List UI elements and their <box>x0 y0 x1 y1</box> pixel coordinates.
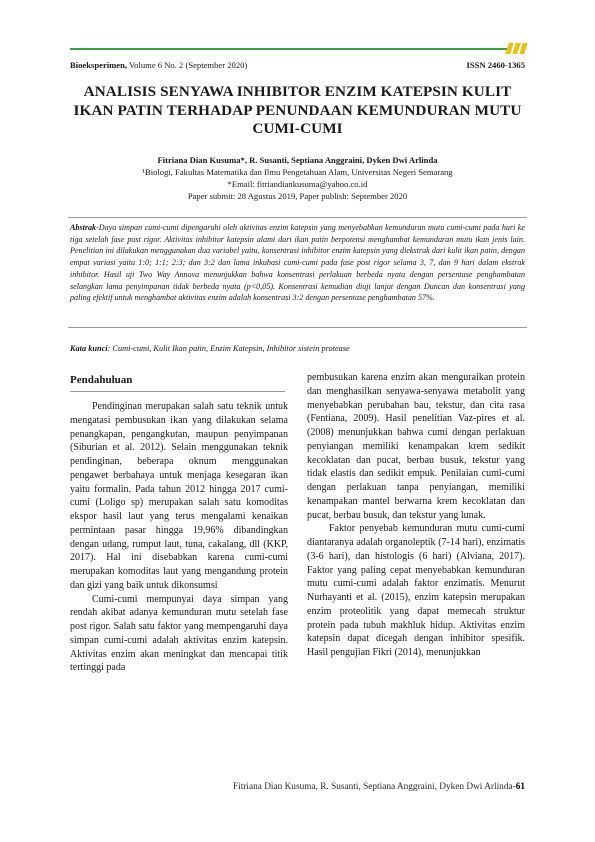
author-block <box>70 154 525 202</box>
body-column-right <box>307 371 525 660</box>
running-header <box>70 60 525 71</box>
section-heading: Pendahuluan <box>70 374 133 386</box>
page-number: 61 <box>515 782 525 792</box>
paper-title: ANALISIS SENYAWA INHIBITOR ENZIM KATEPSIN KULIT IKAN PATIN TERHADAP PENUNDAAN KEMUNDURAN MUTU CUMI-CUMI <box>73 83 522 137</box>
corresponding-email: *Email: fitriandiankusuma@yahoo.co.id <box>227 179 368 189</box>
keywords-label: Kata kunci <box>70 344 108 353</box>
volume-info: Volume 6 No. 2 (September 2020) <box>127 60 248 70</box>
author-list: Fitriana Dian Kusuma*, R. Susanti, Septiana Anggraini, Dyken Dwi Arlinda <box>157 155 438 165</box>
affiliation: ¹Biologi, Fakultas Matematika dan Ilmu Pengetahuan Alam, Universitas Negeri Semarang <box>142 167 453 177</box>
abstract-label: Abstrak- <box>70 223 99 232</box>
journal-citation <box>70 60 247 71</box>
section-rule <box>70 391 285 392</box>
issn: ISSN 2460-1365 <box>466 60 525 70</box>
abstract <box>70 222 525 304</box>
body-paragraph: Faktor penyebab kemunduran mutu cumi-cumi diantaranya adalah organoleptik (7-14 hari), enzimatis (3-6 hari), dan histologis (6 hari) (Alviana, 2017). Faktor yang paling cepat menyebabkan kemunduran mutu cumi-cumi adalah faktor enzimatis. Menurut Nurhayanti et al. (2015), enzim katepsin merupakan enzim proteolitik yang dapat memecah struktur protein pada tubuh makhluk hidup. Aktivitas enzim katepsin dapat dicegah dengan inhibitor spesifik. Hasil pengujian Fikri (2014), menunjukkan <box>307 523 525 658</box>
footer-authors: Fitriana Dian Kusuma, R. Susanti, Septiana Anggraini, Dyken Dwi Arlinda- <box>232 782 516 792</box>
body-paragraph: Pendinginan merupakan salah satu teknik untuk mengatasi pembusukan ikan yang dilakukan selama penangkapan, pengangkutan, maupun penyimpanan (Siburian et al. 2012). Selain menggunakan teknik pendinginan, beberapa oknum menggunakan pengawet berbahaya untuk menjaga kesegaran ikan yaitu formalin. Pada tahun 2012 hingga 2017 cumi-cumi (Loligo sp) merupakan salah satu komoditas ekspor hasil laut yang terus mengalami kenaikan permintaan pasar hingga 19,96% dibandingkan dengan udang, rumput laut, tuna, cakalang, dll (KKP, 2017). Hal ini disebabkan karena cumi-cumi merupakan komoditas laut yang mengandung protein dan gizi yang baik untuk dikonsumsi <box>70 401 288 591</box>
journal-name: Bioeksperimen, <box>70 60 128 70</box>
body-column-left <box>70 400 288 675</box>
body-paragraph: pembusukan karena enzim akan menguraikan protein dan menghasilkan senyawa-senyawa metabolit yang menyebabkan perubahan bau, tekstur, dan cita rasa (Fentiana, 2009). Hasil penelitian Vaz-pires et al. (2008) menunjukkan bahwa cumi dengan perlakuan penyiangan memiliki kenampakan krem sedikit kecoklatan dan pucat, berbau busuk, tekstur yang tidak elastis dan sedikit empuk. Penilaian cumi-cumi dengan perlakuan tanpa penyiangan, memiliki kenampakan mantel berwarna krem kecoklatan dan pucat, berbau busuk, dan tekstur yang lunak. <box>307 372 525 521</box>
keywords-text: : Cumi-cumi, Kulit Ikan patin, Enzim Katepsin, Inhibitor sistein protease <box>107 344 350 353</box>
page-footer <box>233 781 525 793</box>
keywords <box>70 343 525 354</box>
body-paragraph: Cumi-cumi mempunyai daya simpan yang rendah akibat adanya kemunduran mutu setelah fase post rigor. Salah satu faktor yang mempengaruhi daya simpan cumi-cumi adalah aktivitas enzim katepsin. Aktivitas enzim akan meningkat dan mencapai titik tertinggi pada <box>70 593 288 674</box>
submission-dates: Paper submit: 28 Agustus 2019, Paper publish: September 2020 <box>187 191 408 201</box>
header-rule <box>70 48 507 50</box>
journal-mark-icon <box>507 43 526 54</box>
abstract-text: Daya simpan cumi-cumi dipengaruhi oleh aktivitas enzim katepsin yang menyebabkan kemunduran mutu cumi-cumi pada hari ke tiga setelah fase post rigor. Aktivitas inhibitor katepsin alami dari ikan patin berpotensi menghambat kemunduran mutu ikan jenis lain. Penelitian ini dilakukan menggunakan dua variabel yaitu, konsentrasi inhibitor enzim katepsin yang diekstrak dari kulit ikan patin, dengan empat variasi yaitu 1:0; 1:1; 2:3; dan 3:2 dan lama inkubasi cumi-cumi pada fase post rigor selama 3, 7, dan 9 hari dalam ekstrak inhibitor. Hasil uji Two Way Annova menunjukkan bahwa konsentrasi perlakuan berbeda nyata dengan persentase penghambatan selangkan lama penyimpanan tidak berbeda nyata (p<0,05). Konsentrasi kemudian diuji lanjut dengan Duncan dan konsentrasi yang paling efektif untuk menghambat aktivitas enzim adalah konsentrasi 3:2 dengan persentase penghambatan 57%. <box>70 223 525 303</box>
